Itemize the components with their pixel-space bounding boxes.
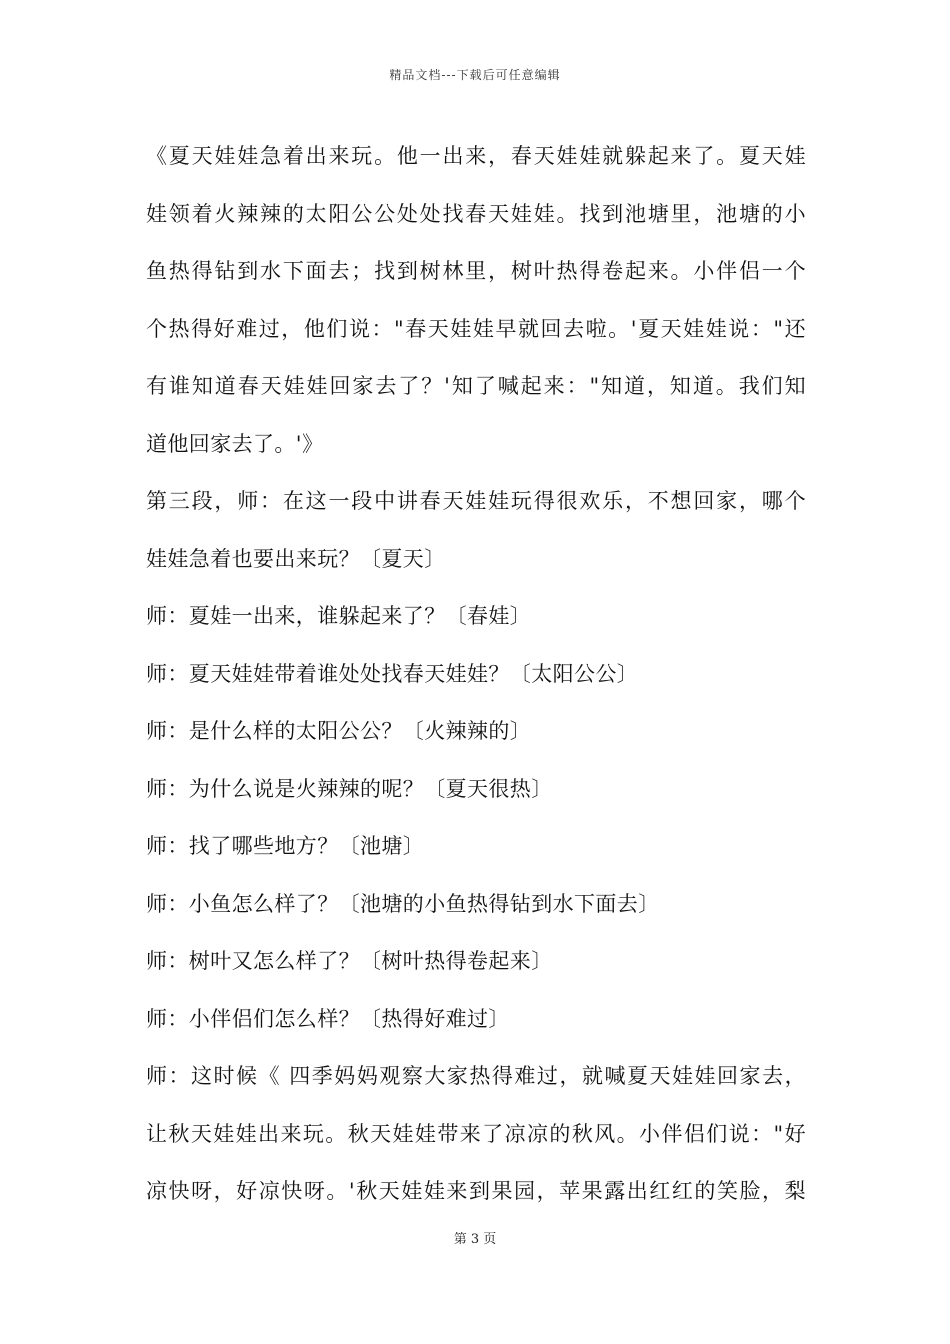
text-line: 师：为什么说是火辣辣的呢？〔夏天很热〕 [146,776,553,801]
text-line: 师：找了哪些地方？〔池塘〕 [146,834,425,858]
text-line: 让秋天娃娃出来玩。秋天娃娃带来了凉凉的秋风。小伴侣们说："好 [146,1121,806,1146]
text-line: 师：夏娃一出来，谁躲起来了？〔春娃〕 [146,604,532,628]
text-line: 有谁知道春天娃娃回家去了？'知了喊起来："知道，知道。我们知 [146,374,806,398]
document-body [146,128,806,1221]
page-header: 精品文档---下载后可任意编辑 [389,68,561,82]
text-line: 娃娃急着也要出来玩？〔夏天〕 [146,546,446,571]
text-line: 师：夏天娃娃带着谁处处找春天娃娃？〔太阳公公〕 [146,661,639,686]
text-line: 第三段，师：在这一段中讲春天娃娃玩得很欢乐，不想回家，哪个 [146,489,806,513]
text-line: 个热得好难过，他们说："春天娃娃早就回去啦。'夏天娃娃说："还 [146,316,806,341]
text-line: 娃领着火辣辣的太阳公公处处找春天娃娃。找到池塘里，池塘的小 [146,201,806,226]
text-line: 《夏天娃娃急着出来玩。他一出来，春天娃娃就躲起来了。夏天娃 [146,144,806,168]
text-line: 师：小伴侣们怎么样？〔热得好难过〕 [146,1006,510,1031]
text-line: 师：这时候《 四季妈妈观察大家热得难过，就喊夏天娃娃回家去， [146,1064,806,1088]
text-line: 凉快呀，好凉快呀。'秋天娃娃来到果园，苹果露出红红的笑脸，梨 [146,1179,806,1203]
text-line: 鱼热得钻到水下面去；找到树林里，树叶热得卷起来。小伴侣一个 [146,259,806,283]
text-line: 道他回家去了。'》 [146,431,324,456]
text-line: 师：小鱼怎么样了？〔池塘的小鱼热得钻到水下面去〕 [146,891,660,916]
text-line: 师：树叶又怎么样了？〔树叶热得卷起来〕 [146,949,553,973]
page-number: 第 3 页 [453,1232,497,1247]
text-line: 师：是什么样的太阳公公？〔火辣辣的〕 [146,719,532,743]
